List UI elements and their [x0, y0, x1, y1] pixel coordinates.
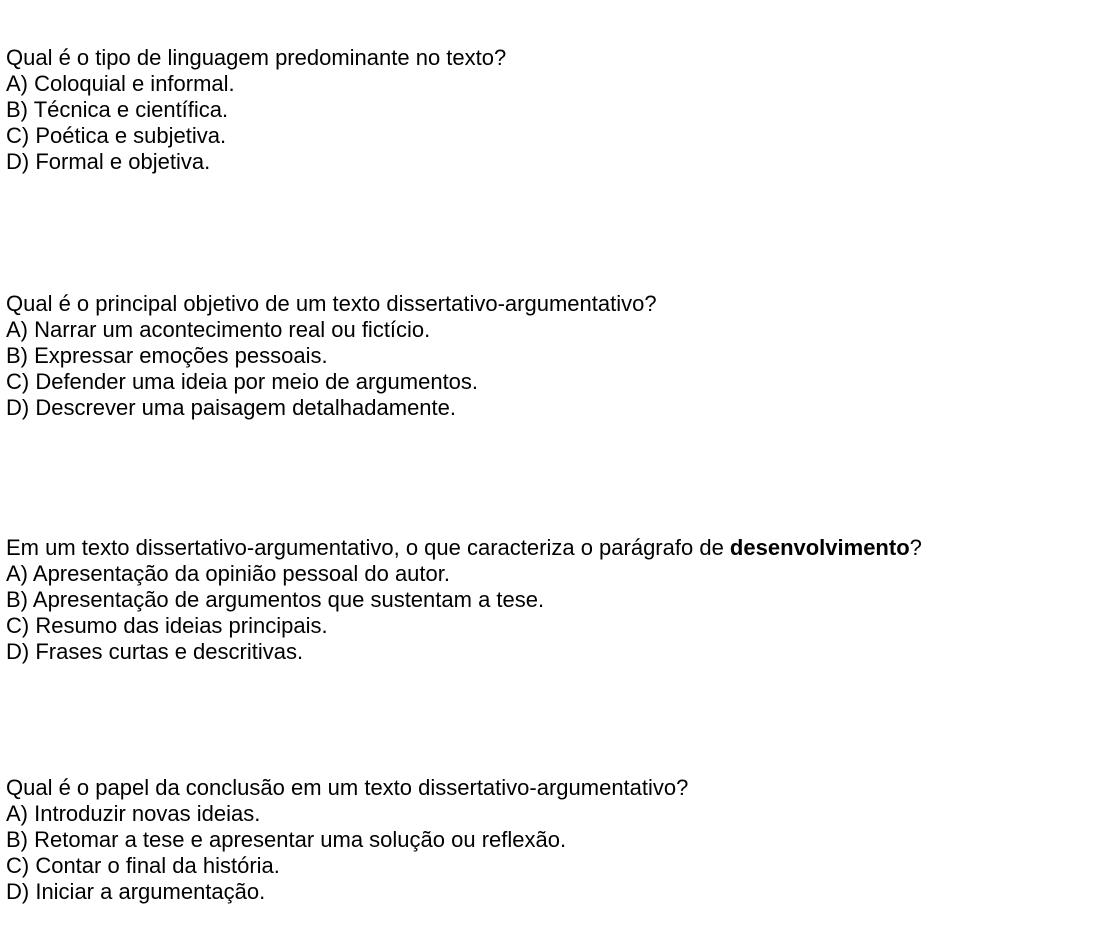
option-c: C) Defender uma ideia por meio de argumentos.	[6, 369, 479, 394]
question-text-bold: desenvolvimento	[729, 535, 910, 560]
question-block-1	[6, 45, 1106, 175]
option-d: D) Formal e objetiva.	[6, 149, 211, 174]
question-block-3	[6, 535, 1106, 665]
option-a: A) Coloquial e informal.	[6, 71, 235, 96]
option-b: B) Expressar emoções pessoais.	[6, 343, 328, 368]
option-b: B) Apresentação de argumentos que sustentam a tese.	[6, 587, 545, 612]
question-text-end: ?	[909, 535, 922, 560]
option-a: A) Apresentação da opinião pessoal do autor.	[6, 561, 450, 586]
option-c: C) Resumo das ideias principais.	[6, 613, 328, 638]
question-text: Qual é o papel da conclusão em um texto dissertativo-argumentativo?	[6, 775, 689, 800]
question-text	[6, 535, 1106, 561]
option-b: B) Retomar a tese e apresentar uma solução ou reflexão.	[6, 827, 567, 852]
option-a: A) Narrar um acontecimento real ou fictício.	[6, 317, 431, 342]
option-d: D) Frases curtas e descritivas.	[6, 639, 304, 664]
option-d: D) Iniciar a argumentação.	[6, 879, 266, 904]
question-text: Qual é o tipo de linguagem predominante no texto?	[6, 45, 507, 70]
option-c: C) Contar o final da história.	[6, 853, 280, 878]
option-c: C) Poética e subjetiva.	[6, 123, 227, 148]
question-block-2	[6, 291, 1106, 421]
option-d: D) Descrever uma paisagem detalhadamente.	[6, 395, 457, 420]
option-a: A) Introduzir novas ideias.	[6, 801, 261, 826]
question-text-start: Em um texto dissertativo-argumentativo, o que caracteriza o parágrafo de	[6, 535, 730, 560]
question-block-4	[6, 775, 1106, 905]
option-b: B) Técnica e científica.	[6, 97, 229, 122]
question-text: Qual é o principal objetivo de um texto dissertativo-argumentativo?	[6, 291, 657, 316]
